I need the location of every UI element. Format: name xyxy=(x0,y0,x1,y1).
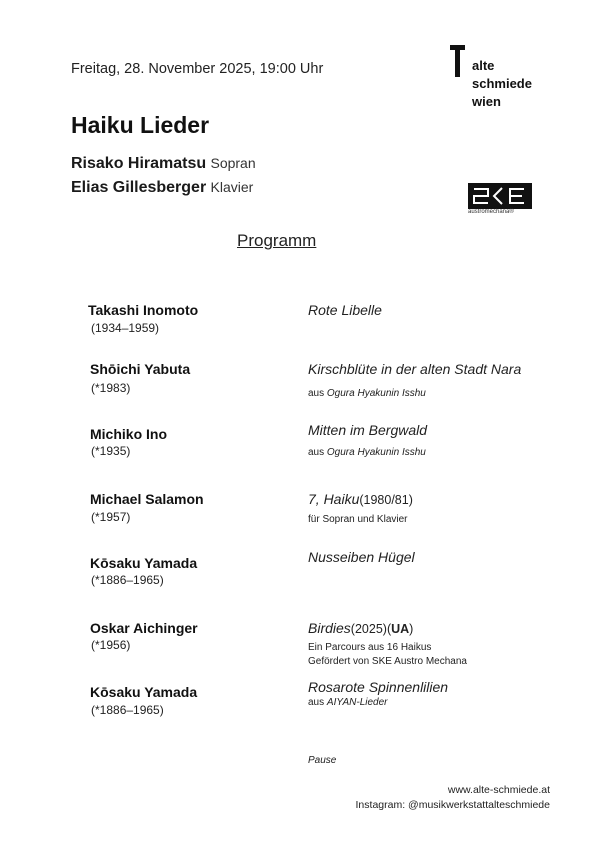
work-title: Kirschblüte in der alten Stadt Nara xyxy=(308,361,522,377)
work-note: aus Ogura Hyakunin Isshu xyxy=(308,447,426,458)
work-title: Mitten im Bergwald xyxy=(308,422,428,438)
performer-role: Klavier xyxy=(210,179,254,195)
performer-1 xyxy=(71,155,256,173)
composer-name: Takashi Inomoto xyxy=(88,302,199,318)
work-note: Ein Parcours aus 16 Haikus xyxy=(308,642,432,653)
work-note: Gefördert von SKE Austro Mechana xyxy=(308,656,467,667)
performer-role: Sopran xyxy=(210,155,256,171)
instagram-link[interactable]: Instagram: @musikwerkstattalteschmiede xyxy=(355,799,550,811)
composer-years: (1934–1959) xyxy=(91,321,160,335)
composer-name: Kōsaku Yamada xyxy=(90,684,198,700)
composer-name: Michiko Ino xyxy=(90,426,167,442)
composer-name: Kōsaku Yamada xyxy=(90,555,198,571)
work-title: Rosarote Spinnenlilien xyxy=(308,679,449,695)
work-note: aus Ogura Hyakunin Isshu xyxy=(308,388,426,399)
pause-label: Pause xyxy=(308,755,337,766)
event-title: Haiku Lieder xyxy=(71,112,210,138)
hammer-logo-icon xyxy=(450,45,468,77)
composer-years: (*1983) xyxy=(91,381,131,395)
work-title: Nusseiben Hügel xyxy=(308,549,415,565)
composer-name: Oskar Aichinger xyxy=(90,620,198,636)
sponsor-caption: austromechana® xyxy=(468,209,514,215)
composer-years: (*1935) xyxy=(91,444,131,458)
program-heading: Programm xyxy=(237,231,317,250)
composer-name: Shōichi Yabuta xyxy=(90,361,191,377)
composer-years: (*1956) xyxy=(91,638,131,652)
composer-years: (*1886–1965) xyxy=(91,703,164,717)
work-title: Birdies(2025)(UA) xyxy=(308,620,414,636)
website-link[interactable]: www.alte-schmiede.at xyxy=(447,784,550,796)
performer-name: Risako Hiramatsu xyxy=(71,155,207,172)
logo-wordmark: alte schmiede wien xyxy=(472,58,532,109)
performer-name: Elias Gillesberger xyxy=(71,179,207,196)
composer-years: (*1886–1965) xyxy=(91,573,164,587)
composer-years: (*1957) xyxy=(91,510,131,524)
work-note: aus AIYAN-Lieder xyxy=(308,697,388,708)
composer-name: Michael Salamon xyxy=(90,491,204,507)
ske-logo-icon xyxy=(468,183,532,209)
performer-2 xyxy=(71,179,253,197)
work-title: Rote Libelle xyxy=(308,302,382,318)
event-date: Freitag, 28. November 2025, 19:00 Uhr xyxy=(71,61,324,77)
work-note: für Sopran und Klavier xyxy=(308,514,408,525)
work-title: 7, Haiku(1980/81) xyxy=(308,491,413,507)
